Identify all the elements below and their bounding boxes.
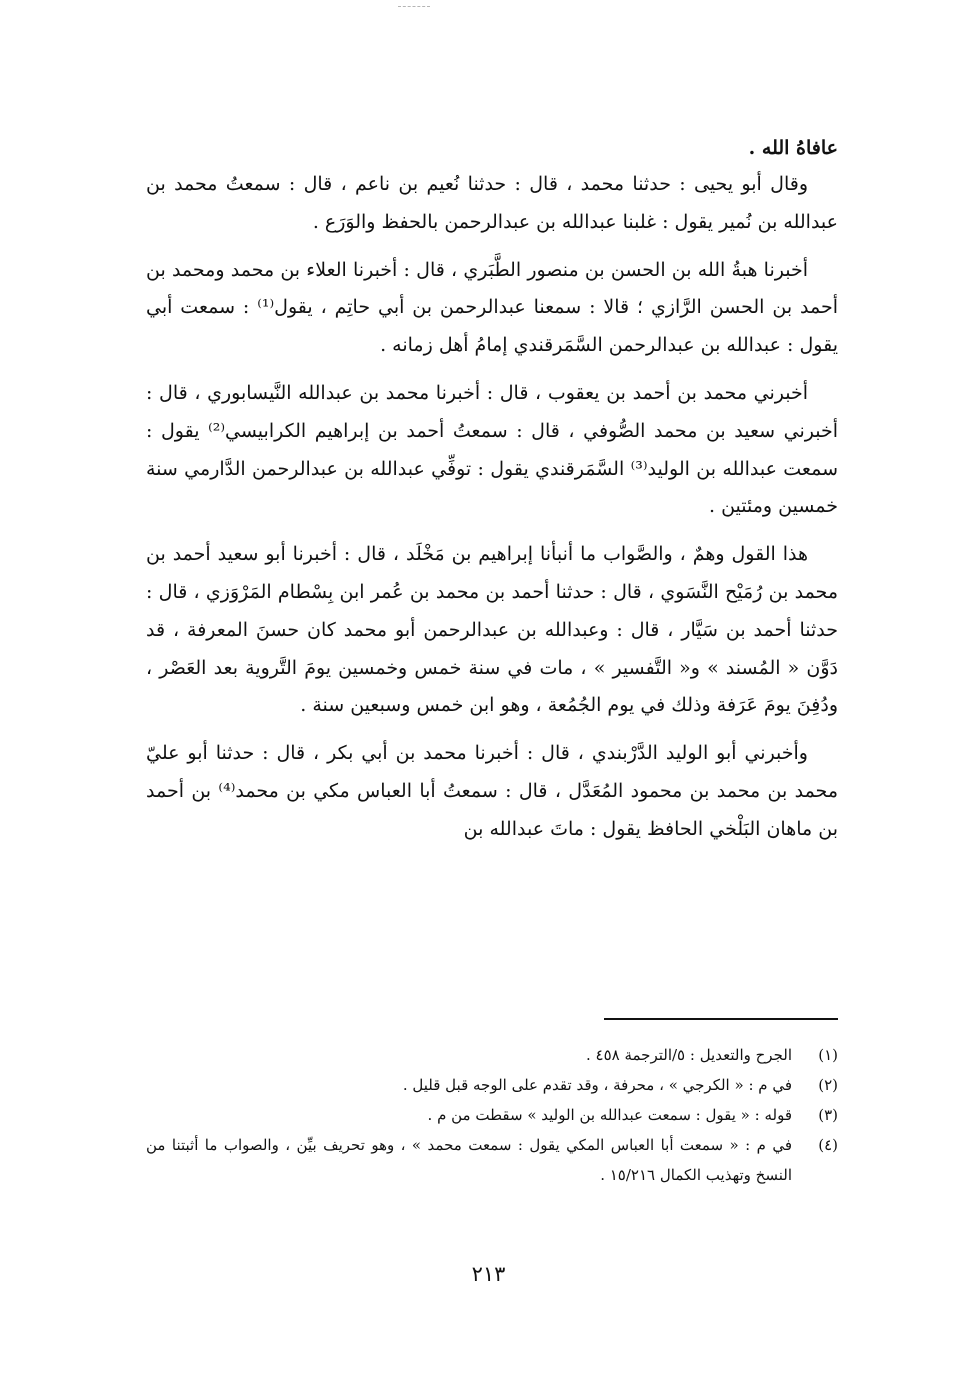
paragraph-5: وأخبرني أبو الوليد الدَّرْبندي ، قال : أخبرنا محمد بن أبي بكر ، قال : حدثنا أبو عليّ محمد بن محمد بن محمود المُعَدَّل ، قال : سمعتُ أبا العباس مكي بن محمد⁽⁴⁾ بن أحمد بن ماهان البَلْخي الحافظ يقول : ماتَ عبدالله بن — [146, 742, 838, 840]
paragraph-4: هذا القول وهمٌ ، والصَّواب ما أنبأنا إبراهيم بن مَخْلَد ، قال : أخبرنا أبو سعيد أحمد بن محمد بن رُمَيْح النَّسَوي ، قال : حدثنا أحمد بن محمد بن عُمر ابن بِسْطام المَرْوَزي ، قال : حدثنا أحمد بن سَيَّار ، قال : وعبدالله بن عبدالرحمن أبو محمد كان حسنَ المعرفة ، قد دَوَّن « المُسند » و« التَّفسير » ، مات في سنة خمس وخمسين يومَ التَّروية بعد العَصْر ، ودُفِنَ يومَ عَرَفة وذلك في يوم الجُمُعة ، وهو ابن خمس وسبعين سنة . — [146, 543, 838, 717]
footnote-text: في م : « سمعت أبا العباس المكي يقول : سمعت محمد » ، وهو تحريف بيِّن ، والصواب ما أثبتنا من النسخ وتهذيب الكمال ١٥/٢١٦ . — [146, 1136, 792, 1184]
paragraph-1: وقال أبو يحيى : حدثنا محمد ، قال : حدثنا نُعيم بن ناعم ، قال : سمعتُ محمد بن عبدالله بن نُمير يقول : غلبنا عبدالله بن عبدالرحمن بالحفظ والوَرَع . — [146, 173, 838, 233]
footnotes — [146, 1040, 838, 1190]
footnote-1 — [146, 1040, 838, 1070]
footnote-number: (٣) — [818, 1106, 838, 1124]
footnote-text: في م : « الكرجي » ، محرفة ، وقد تقدم على الوجه قبل قليل . — [402, 1076, 792, 1094]
footnote-separator — [604, 1018, 838, 1020]
paragraph-2: أخبرنا هبةُ الله بن الحسن بن منصور الطَّبَري ، قال : أخبرنا العلاء بن محمد ومحمد بن أحمد بن الحسن الرَّازي ؛ قالا : سمعنا عبدالرحمن بن أبي حاتِم ، يقول⁽¹⁾ : سمعت أبي يقول : عبدالله بن عبدالرحمن السَّمَرقندي إمامُ أهل زمانه . — [146, 258, 838, 357]
continuation-line: عافاهُ الله . — [748, 137, 838, 159]
paragraph-3: أخبرني محمد بن أحمد بن يعقوب ، قال : أخبرنا محمد بن عبدالله النَّيسابوري ، قال : أخبرني سعيد بن محمد الصُّوفي ، قال : سمعتُ أحمد بن إبراهيم الكرابيسي⁽²⁾ يقول : سمعت عبدالله بن الوليد⁽³⁾ السَّمَرقندي يقول : توفِّي عبدالله بن عبدالرحمن الدَّارمي سنة خمسين ومئتين . — [146, 381, 838, 518]
top-margin-mark — [398, 6, 430, 7]
footnote-number: (٤) — [818, 1136, 838, 1154]
page-body — [146, 130, 838, 859]
footnote-number: (٢) — [818, 1076, 838, 1094]
footnote-number: (١) — [818, 1046, 838, 1064]
footnote-text: الجرح والتعديل : ٥/الترجمة ٤٥٨ . — [585, 1046, 792, 1064]
footnote-text: قوله : « يقول : سمعت عبدالله بن الوليد » سقطت من م . — [427, 1106, 792, 1124]
footnote-4 — [146, 1130, 838, 1190]
footnote-3 — [146, 1100, 838, 1130]
page-number: ٢١٣ — [471, 1262, 506, 1286]
footnote-2 — [146, 1070, 838, 1100]
